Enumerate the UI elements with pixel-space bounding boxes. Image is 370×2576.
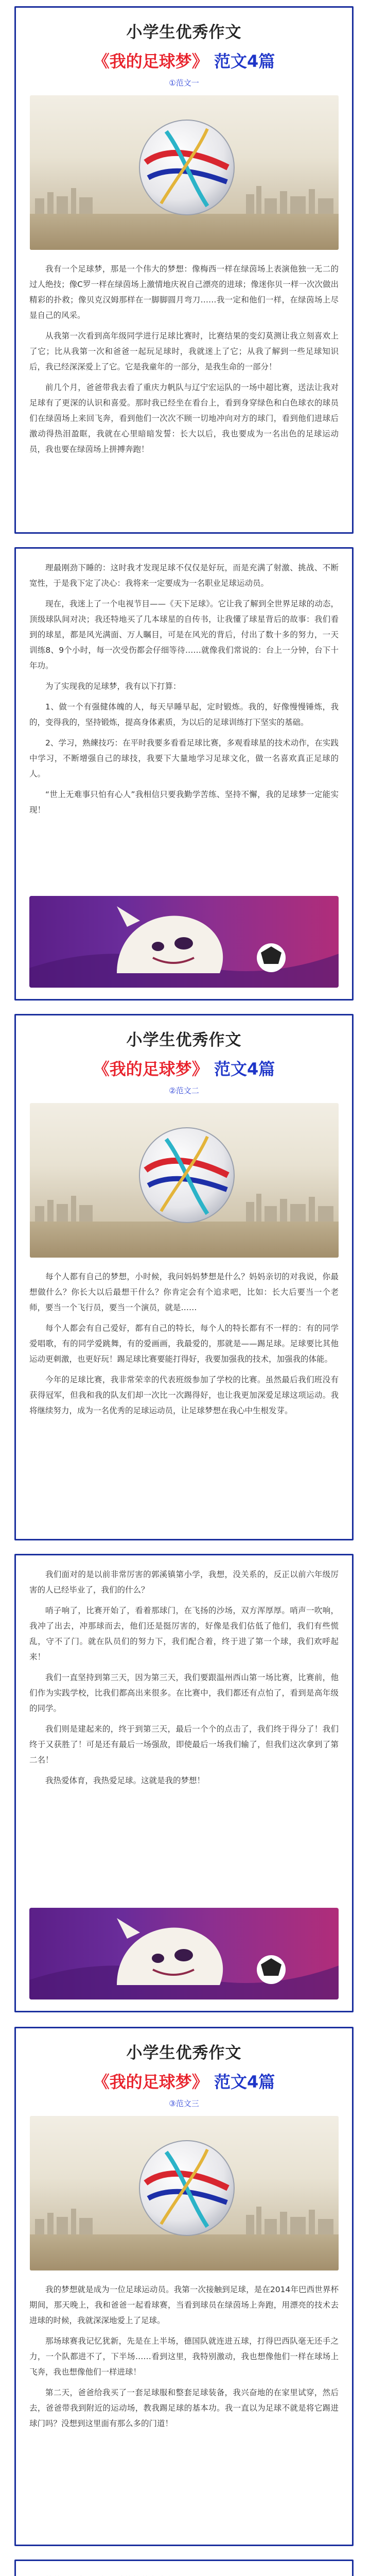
essay2-paragraph-7: 我们则是建起来的，终于到第三天，最后一个个的点击了，我们终于得分了！我们终于又获胜了！可是还有最后一场强敌，即使最后一场我们输了，但我们这次拿到了第二名！ (29, 1724, 339, 1765)
article-title-2: 小学生优秀作文 (126, 1031, 242, 1049)
subtitle-count-3: 范文4篇 (214, 2072, 275, 2092)
soccer-ball-icon (135, 2137, 238, 2240)
essay3-paragraph-3: 第二天，爸爸给我买了一套足球服和整套足球装备，我兴奋地的在家里试穿，然后去，爸爸带我到附近的运动场，教我踢足球的基本功。我一直以为足球不就是将它踢进球门吗？没想到这里面有那么多的门道！ (29, 2388, 339, 2428)
article-subtitle-3 (29, 2069, 339, 2093)
essay-card-6 (14, 2560, 354, 2576)
essay-label-2: ②范文二 (169, 1086, 199, 1095)
essay1-paragraph-7: 1、做一个有强健体魄的人，每天早睡早起，定时锻炼。我的，好像慢慢锤炼，我的，变得我的，坚持锻炼，提高身体素质，为以后的足球训练打下坚实的基础。 (29, 702, 339, 727)
hero-image-football-2 (30, 1103, 339, 1258)
essay3-paragraph-1: 我的梦想就是成为一位足球运动员。我第一次接触到足球，是在2014年巴西世界杯期间，那天晚上，我和爸爸一起看球赛，当看到球员在绿茵场上奔跑，用漂亮的技术去进球的时候，我就深深地爱上了足球。 (29, 2285, 339, 2325)
subtitle-book-title: 《我的足球梦》 (93, 52, 208, 71)
essay2-paragraph-5: 哨子响了，比赛开始了，看着那球门，在飞扬的沙场，双方浑厚厚。哨声一吹响，我冲了出去，冲那球而去，他们还是挺厉害的，好像是我们估低了他们，我们有些慌乱，守不了门。就在队员们的努力下，我们配合着，终于进了第一个球，我们欢呼起来！ (29, 1606, 339, 1662)
essay2-paragraph-1: 每个人都有自己的梦想，小时候，我问妈妈梦想是什么？妈妈亲切的对我说，你最想做什么？你长大以后最想干什么？你肯定会有个追求吧，比如：长大后要当一个老师，要当一个飞行员，要当一个演员，就是…… (29, 1272, 339, 1312)
essay1-paragraph-8: 2、学习，熟練技巧：在平时我要多看看足球比赛，多观看球星的技术动作，在实践中学习，不断增强自己的球技，我要下大量地学习足球文化，做一名喜欢真正足球的人。 (29, 738, 339, 778)
essay-label-3: ③范文三 (169, 2099, 199, 2108)
essay2-paragraph-8: 我热爱体育，我热爱足球。这就是我的梦想！ (45, 1776, 205, 1785)
essay-card-5 (14, 2027, 354, 2546)
essay2-paragraph-4: 我们面对的是以前非常厉害的郭溪镇第小学，我想，没关系的，反正以前六年级厉害的人已经毕业了，我们的什么？ (29, 1570, 339, 1595)
essay1-paragraph-4: 理最刚劲下睡的：这时我才发现足球不仅仅是好玩，而是充满了射激、挑战、不断宽性，于是我下定了决心：我将来一定要成为一名职业足球运动员。 (29, 563, 339, 588)
essay1-paragraph-5: 现在，我迷上了一个电视节目——《天下足球》。它让我了解到全世界足球的动态，顶级球队间对决；我还特地买了几本球星的自传书，让我懂了球星背后的故事：我们看到的球星，都是风光满面、万人瞩目，可是在风光的背后，付出了数十多的努力，一天训练8、9个小时，每一次受伤都会仔细等待……就像我们常说的：台上一分钟，台下十年功。 (29, 599, 339, 670)
article-subtitle (29, 48, 339, 72)
ground (30, 1222, 339, 1258)
essay2-paragraph-2: 每个人都会有自己爱好，都有自己的特长，每个人的特长都有不一样的：有的同学爱唱歌，有的同学爱跳舞，有的爱画画，我最爱的，那就是——踢足球。足球要比其他运动更刺激，也更好玩！踢足球比赛要能打得好，我要加强我的技术，加强我的体能。 (29, 1324, 339, 1364)
essay-card-4 (14, 1554, 354, 2012)
soccer-ball-icon (135, 116, 238, 219)
article-subtitle-2 (29, 1056, 339, 1080)
soccer-ball-icon (135, 1124, 238, 1227)
article-title-3: 小学生优秀作文 (126, 2044, 242, 2062)
hero-image-football (30, 95, 339, 250)
essay3-paragraph-2: 那场球赛我记忆犹新，先是在上半场，德国队就连进五球，打得巴西队毫无还手之力，一个队都进不了，下半场……看到这里，我特别激动，我也想像他们一样在球场上飞奔，我也想像他们一样进球！ (29, 2336, 339, 2377)
mascot-with-ball-icon (29, 896, 339, 988)
essay-label: ①范文一 (169, 78, 199, 88)
ground (30, 214, 339, 250)
subtitle-count-2: 范文4篇 (214, 1059, 275, 1079)
essay2-paragraph-3: 今年的足球比赛，我非常荣幸的代表班级参加了学校的比赛。虽然最后我们班没有获得冠军，但我和我的队友们却一次比一次踢得好，也让我更加深爱足球这项运动。我将继续努力，成为一名优秀的足球运动员，让足球梦想在我心中生根发芽。 (29, 1375, 339, 1415)
ground (30, 2234, 339, 2270)
essay1-paragraph-6: 为了实现我的足球梦，我有以下打算： (45, 682, 181, 691)
subtitle-count: 范文4篇 (214, 52, 275, 71)
promo-banner (29, 1908, 339, 1999)
promo-banner (29, 896, 339, 988)
mascot-with-ball-icon (29, 1908, 339, 1999)
essay-card-1 (14, 6, 354, 534)
essay3-paragraph-4 (29, 2572, 339, 2576)
essay-card-3 (14, 1014, 354, 1540)
essay2-paragraph-6: 我们一直坚持到第三天，因为第三天，我们要跟温州西山第一场比赛，比赛前，他们作为实践学校，比我们都高出来很多。在比赛中，我们都还有点怕了，看到是高年级的同学。 (29, 1673, 339, 1713)
essay1-paragraph-1: 我有一个足球梦，那是一个伟大的梦想：像梅西一样在绿茵场上表演他独一无二的过人绝技；像C罗一样在绿茵场上激情地庆祝自己漂亮的进球；像迷你贝一样一次次做出精彩的扑救；像贝克汉姆那样在一脚脚圆月弯刀……我一定和他们一样，在绿茵场上尽显自己的风采。 (29, 264, 339, 320)
article-title: 小学生优秀作文 (126, 23, 242, 42)
essay-card-2 (14, 547, 354, 1001)
essay1-paragraph-2: 从我第一次看到高年级同学进行足球比赛时，比赛结果的变幻莫测让我立刻喜欢上了它；比从我第一次和爸爸一起玩足球时，我就迷上了它；从我了解到一些足球知识后，我已经深深爱上了它。它是我童年的一部分，是我生命的一部分！ (29, 331, 339, 371)
hero-image-football-3 (30, 2116, 339, 2270)
subtitle-book-title-2: 《我的足球梦》 (93, 1059, 208, 1079)
essay1-paragraph-9: “世上无难事只怕有心人”我相信只要我勤学苦练、坚持不懈，我的足球梦一定能实现！ (29, 790, 339, 815)
essay1-paragraph-3: 前几个月，爸爸带我去看了重庆力帆队与辽宁宏运队的一场中超比赛，送法让我对足球有了更深的认识和喜爱。那时我已经坐在看台上，看到身穿绿色和白色球衣的球员们在绿茵场上来回飞奔，看到他们一次次不顾一切地冲向对方的球门，看到他们进球后激动得热泪盈眶，我就在心里暗暗发誓：长大以后，我也要成为一名出色的足球运动员，我也要在绿茵场上拼搏奔跑！ (29, 383, 339, 454)
subtitle-book-title-3: 《我的足球梦》 (93, 2072, 208, 2092)
